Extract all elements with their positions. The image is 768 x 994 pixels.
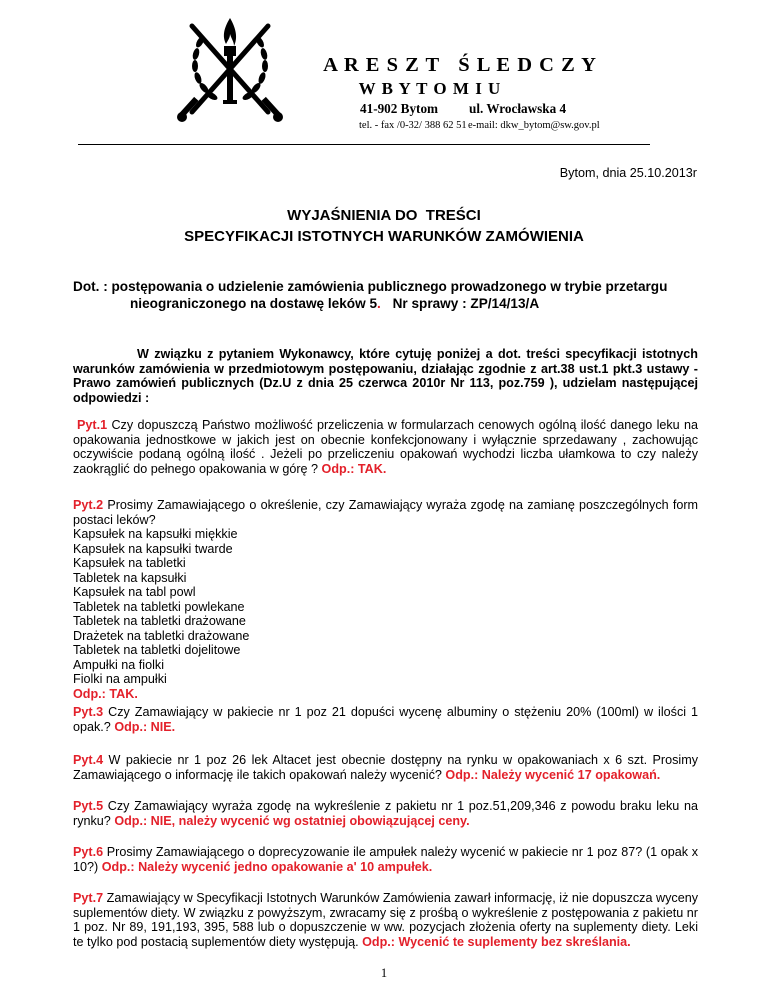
- list-item: Tabletek na tabletki powlekane: [73, 599, 245, 614]
- question-4-label: Pyt.4: [73, 753, 104, 767]
- institution-title: A R E S Z T Ś L E D C Z Y: [323, 54, 597, 76]
- question-1-text: Czy dopuszczą Państwo możliwość przeliczenia w formularzach cenowych ogólną ilość danego leku na opakowania jednostkowe w jakich jest on obecnie konfekcjonowany i wyłącznie sprzedawany , zachowując oczywiście podaną ogólną ilość . Jeżeli po przeliczeniu opakowań wychodzi liczba ułamkowa to czy należy zaokrąglić do pełnego opakowania w górę ?: [73, 418, 698, 476]
- document-title-line2: SPECYFIKACJI ISTOTNYCH WARUNKÓW ZAMÓWIENIA: [184, 228, 584, 245]
- phone-fax: tel. - fax /0-32/ 388 62 51: [359, 120, 467, 131]
- institution-subtitle: W B Y T O M I U: [358, 79, 502, 98]
- email-address: e-mail: dkw_bytom@sw.gov.pl: [468, 120, 600, 131]
- subject-dot: .: [377, 296, 381, 311]
- list-item: Tabletek na tabletki dojelitowe: [73, 643, 241, 657]
- question-7-label: Pyt.7: [73, 891, 104, 905]
- question-1-label: Pyt.1: [77, 418, 108, 432]
- subject-line2: nieograniczonego na dostawę leków 5: [130, 296, 378, 311]
- emblem-logo: [170, 12, 290, 124]
- question-6-answer: Odp.: Należy wycenić jedno opakowanie a' 10 ampułek.: [101, 859, 433, 874]
- question-7-text: Zamawiający w Specyfikacji Istotnych Warunków Zamówienia zawarł informację, iż nie dopuszcza wyceny suplementów diety. W związku z powyższym, zwracamy się z prośbą o wykreślenie z postępowania z pakietu nr 1 poz. Nr 89, 191,193, 395, 588 lub o dopuszczenie w ww. pozycjach złożenia oferty na suplementy diety. Leki te tylko pod postacią suplementów diety występują.: [73, 891, 699, 949]
- question-5-text: Czy Zamawiający wyraża zgodę na wykreślenie z pakietu nr 1 poz.51,209,346 z powodu braku leku na rynku?: [73, 799, 698, 828]
- document-title: [0, 205, 768, 247]
- question-6-text: Prosimy Zamawiającego o doprecyzowanie ile ampułek należy wycenić w pakiecie nr 1 poz 87? (1 opak x 10?): [73, 845, 699, 874]
- form-list: [73, 527, 698, 701]
- question-4-answer: Odp.: Należy wycenić 17 opakowań.: [445, 767, 661, 782]
- question-7-answer: Odp.: Wycenić te suplementy bez skreślania.: [362, 934, 631, 949]
- question-3-label: Pyt.3: [73, 705, 104, 719]
- header-divider: [78, 144, 650, 145]
- list-item: Ampułki na fiolki: [73, 657, 164, 672]
- street-address: ul. Wrocławska 4: [469, 101, 567, 116]
- list-item: Tabletek na tabletki drażowane: [73, 614, 246, 628]
- page-number: 1: [380, 966, 388, 980]
- list-item: Drażetek na tabletki drażowane: [73, 628, 250, 643]
- question-5-label: Pyt.5: [73, 799, 104, 813]
- intro-paragraph: W związku z pytaniem Wykonawcy, które cytuję poniżej a dot. treści specyfikacji istotnych warunków zamówienia w przedmiotowym postępowaniu, działając zgodnie z art.38 ust.1 pkt.3 ustawy - Prawo zamówień publicznych (Dz.U z dnia 25 czerwca 2010r Nr 113, poz.759 ), udzielam następującej odpowiedzi :: [73, 347, 698, 405]
- subject-line1: Dot. : postępowania o udzielenie zamówienia publicznego prowadzonego w trybie przetargu: [73, 279, 668, 294]
- list-item: Kapsułek na tabl powl: [73, 585, 196, 599]
- list-item: Kapsułek na kapsułki twarde: [73, 541, 233, 556]
- list-item: Kapsułek na tabletki: [73, 556, 186, 570]
- question-2-label: Pyt.2: [73, 498, 104, 512]
- document-title-line1: WYJAŚNIENIA DO TREŚCI: [287, 207, 481, 224]
- question-1: [73, 418, 698, 476]
- case-number: Nr sprawy : ZP/14/13/A: [392, 296, 540, 311]
- document-date: Bytom, dnia 25.10.2013r: [559, 166, 697, 180]
- question-2-text: Prosimy Zamawiającego o określenie, czy Zamawiający wyraża zgodę na zamianę poszczególnych form postaci leków?: [73, 498, 699, 527]
- question-7: [73, 891, 698, 949]
- question-4-text: W pakiecie nr 1 poz 26 lek Altacet jest obecnie dostępny na rynku w opakowaniach x 6 szt. Prosimy Zamawiającego o informację ile takich opakowań należy wycenić?: [73, 753, 699, 782]
- subject-block: [73, 278, 713, 312]
- question-5-answer: Odp.: NIE, należy wycenić wg ostatniej obowiązującej ceny.: [114, 813, 470, 828]
- question-6-label: Pyt.6: [73, 845, 104, 859]
- question-2: [73, 498, 698, 701]
- question-1-answer: Odp.: TAK.: [321, 461, 387, 476]
- question-4: [73, 753, 698, 782]
- question-3-text: Czy Zamawiający w pakiecie nr 1 poz 21 dopuści wycenę albuminy o stężeniu 20% (100ml) w ilości 1 opak.?: [73, 705, 699, 734]
- list-item: Kapsułek na kapsułki miękkie: [73, 527, 238, 541]
- postal-address: 41-902 Bytom: [360, 101, 439, 116]
- list-item: Fiolki na ampułki: [73, 672, 167, 686]
- list-item: Tabletek na kapsułki: [73, 570, 187, 585]
- question-5: [73, 799, 698, 828]
- question-3: [73, 705, 698, 734]
- question-3-answer: Odp.: NIE.: [114, 719, 176, 734]
- question-2-answer: Odp.: TAK.: [73, 686, 138, 701]
- question-6: [73, 845, 698, 874]
